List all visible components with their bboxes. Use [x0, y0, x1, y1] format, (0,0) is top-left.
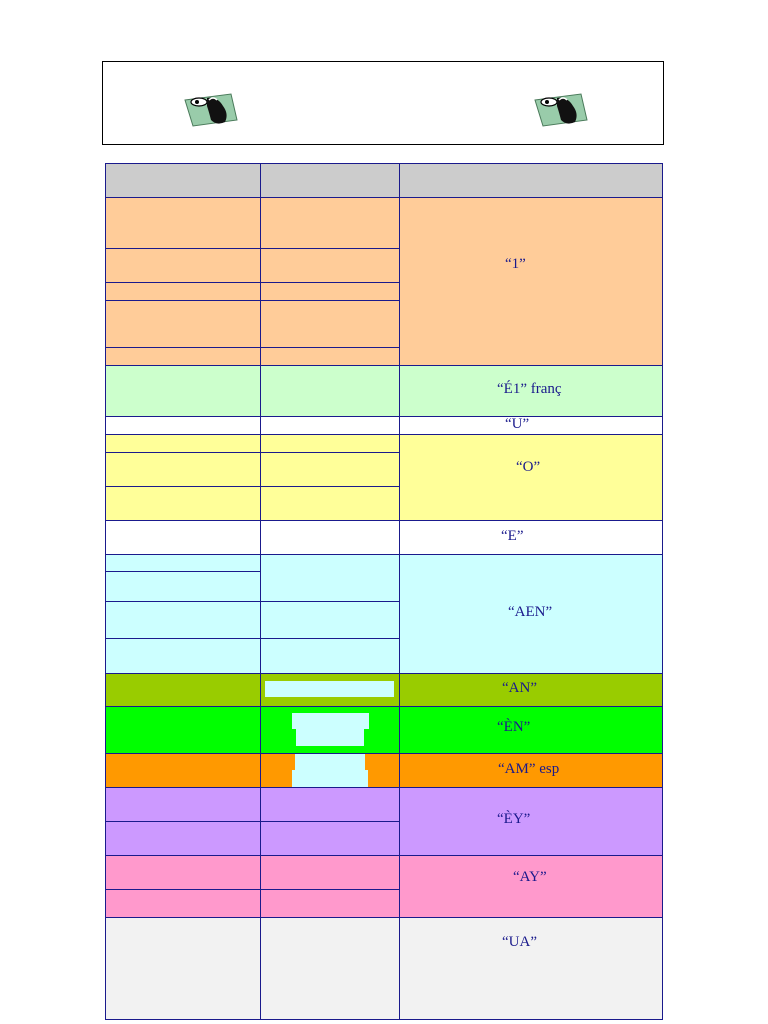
sound-label: “1”: [505, 256, 526, 272]
table-cell: [260, 282, 400, 301]
table-cell: [105, 486, 261, 521]
table-cell: [105, 520, 261, 555]
table-cell: [105, 753, 261, 788]
table-cell: [260, 855, 400, 890]
table-cell: [260, 821, 400, 856]
table-cell: [260, 787, 400, 822]
sound-label: “E”: [501, 528, 524, 544]
sound-label: “AM” esp: [498, 761, 560, 777]
table-cell: [260, 197, 400, 249]
white-box: [265, 681, 394, 697]
table-cell: [399, 416, 663, 435]
table-cell: [105, 365, 261, 417]
table-cell: [260, 889, 400, 918]
white-box: [296, 729, 364, 746]
sound-label: “AEN”: [508, 604, 553, 620]
phoneme-table: [105, 163, 663, 1020]
table-cell: [399, 917, 663, 1020]
table-cell: [260, 638, 400, 674]
table-cell: [260, 520, 400, 555]
table-cell: [260, 416, 400, 435]
table-cell: [260, 917, 400, 1020]
table-cell: [260, 300, 400, 348]
header-banner: [102, 61, 664, 145]
table-cell: [105, 855, 261, 890]
table-cell: [260, 554, 400, 602]
sound-label: “É1” franç: [497, 381, 562, 397]
table-cell: [105, 197, 261, 249]
table-cell: [105, 416, 261, 435]
table-cell: [105, 452, 261, 487]
table-cell: [260, 248, 400, 283]
table-cell: [105, 300, 261, 348]
white-box: [292, 713, 369, 729]
sound-label: “AY”: [513, 869, 547, 885]
table-cell: [399, 197, 663, 366]
notebook-hand-icon: [179, 92, 239, 128]
sound-label: “AN”: [502, 680, 537, 696]
table-cell: [260, 434, 400, 453]
table-cell: [399, 706, 663, 754]
sound-label: “U”: [505, 416, 530, 432]
sound-label: “ÈY”: [497, 811, 531, 827]
table-cell: [105, 434, 261, 453]
table-cell: [105, 571, 261, 602]
notebook-hand-icon: [529, 92, 589, 128]
table-cell: [105, 248, 261, 283]
table-cell: [105, 917, 261, 1020]
table-cell: [105, 282, 261, 301]
table-cell: [105, 706, 261, 754]
table-cell: [399, 520, 663, 555]
table-cell: [399, 855, 663, 918]
header-cell: [260, 163, 400, 198]
header-cell: [399, 163, 663, 198]
sound-label: “UA”: [502, 934, 537, 950]
table-cell: [260, 452, 400, 487]
table-cell: [105, 787, 261, 822]
table-cell: [399, 787, 663, 856]
table-cell: [105, 347, 261, 366]
white-box: [295, 754, 365, 770]
table-cell: [105, 638, 261, 674]
table-cell: [105, 673, 261, 707]
header-cell: [105, 163, 261, 198]
table-cell: [105, 889, 261, 918]
table-cell: [105, 554, 261, 572]
table-cell: [260, 347, 400, 366]
table-cell: [260, 601, 400, 639]
table-cell: [260, 486, 400, 521]
table-cell: [105, 821, 261, 856]
sound-label: “ÈN”: [497, 719, 531, 735]
table-cell: [105, 601, 261, 639]
table-cell: [260, 365, 400, 417]
table-cell: [399, 434, 663, 521]
sound-label: “O”: [516, 459, 541, 475]
white-box: [292, 770, 368, 787]
